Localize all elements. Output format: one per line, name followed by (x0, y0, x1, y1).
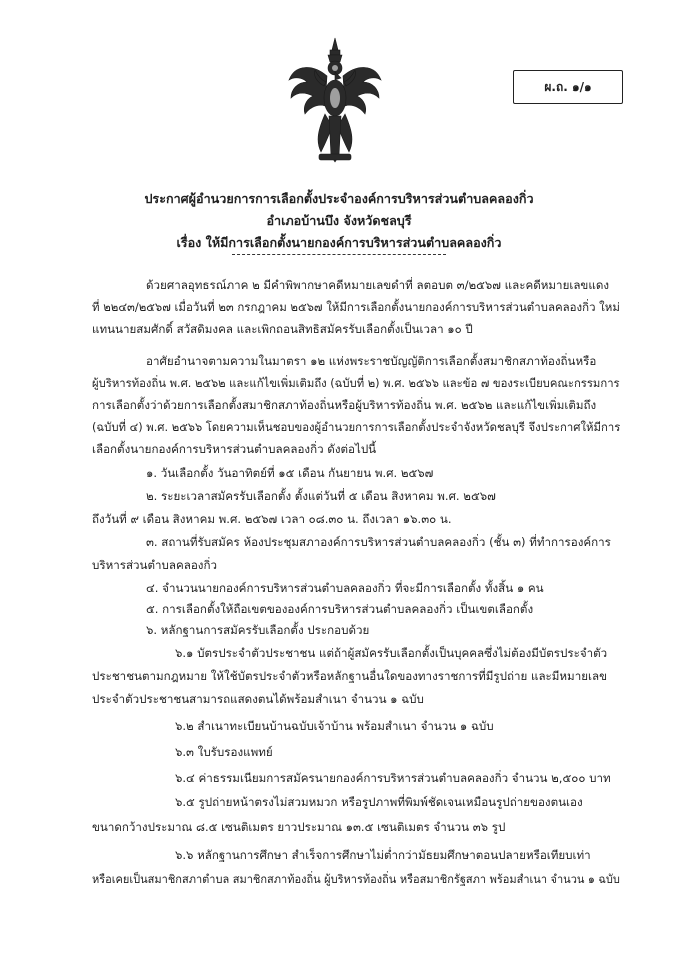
doc-6-4-application-fee: ๖.๔ ค่าธรรมเนียมการสมัครนายกองค์การบริหารส่วนตำบลคลองกิ่ว จำนวน ๒,๕๐๐ บาท (175, 771, 611, 785)
doc-6-5-photographs: ๖.๕ รูปถ่ายหน้าตรงไม่สวมหมวก หรือรูปภาพที่พิมพ์ชัดเจนเหมือนรูปถ่ายของตนเอง (175, 795, 583, 809)
item-1-election-date: ๑. วันเลือกตั้ง วันอาทิตย์ที่ ๑๕ เดือน กันยายน พ.ศ. ๒๕๖๗ (146, 466, 434, 480)
paragraph-1-line-3: แทนนายสมศักดิ์ สวัสดิมงคล และเพิกถอนสิทธิสมัครรับเลือกตั้งเป็นเวลา ๑๐ ปี (92, 322, 473, 336)
doc-6-6-education: ๖.๖ หลักฐานการศึกษา สำเร็จการศึกษาไม่ต่ำกว่ามัธยมศึกษาตอนปลายหรือเทียบเท่า (175, 848, 591, 862)
item-2-application-period: ๒. ระยะเวลาสมัครรับเลือกตั้ง ตั้งแต่วันที่ ๕ เดือน สิงหาคม พ.ศ. ๒๕๖๗ (146, 489, 496, 503)
doc-6-3-medical-certificate: ๖.๓ ใบรับรองแพทย์ (175, 745, 273, 759)
doc-6-6-education-cont: หรือเคยเป็นสมาชิกสภาตำบล สมาชิกสภาท้องถิ่น ผู้บริหารท้องถิ่น หรือสมาชิกรัฐสภา พร้อมสำเนา จำนวน ๑ ฉบับ (92, 872, 620, 886)
item-3-application-place-cont: บริหารส่วนตำบลคลองกิ่ว (92, 558, 217, 572)
doc-6-1-id-card: ๖.๑ บัตรประจำตัวประชาชน แต่ถ้าผู้สมัครรับเลือกตั้งเป็นบุคคลซึ่งไม่ต้องมีบัตรประจำตัว (175, 646, 608, 660)
doc-6-2-house-registration: ๖.๒ สำเนาทะเบียนบ้านฉบับเจ้าบ้าน พร้อมสำเนา จำนวน ๑ ฉบับ (175, 719, 494, 733)
paragraph-2-line-5: เลือกตั้งนายกองค์การบริหารส่วนตำบลคลองกิ่ว ดังต่อไปนี้ (92, 442, 377, 456)
paragraph-2-line-4: (ฉบับที่ ๔) พ.ศ. ๒๕๖๖ โดยความเห็นชอบของผู้อำนวยการการเลือกตั้งประจำจังหวัดชลบุรี จึงประกาศให้มีการ (92, 420, 621, 434)
doc-6-5-photographs-cont: ขนาดกว้างประมาณ ๘.๕ เซนติเมตร ยาวประมาณ ๑๓.๕ เซนติเมตร จำนวน ๓๖ รูป (92, 820, 506, 834)
item-4-number-to-elect: ๔. จำนวนนายกองค์การบริหารส่วนตำบลคลองกิ่ว ที่จะมีการเลือกตั้ง ทั้งสิ้น ๑ คน (146, 581, 544, 595)
district-province: อำเภอบ้านบึง จังหวัดชลบุรี (266, 213, 412, 228)
subject-line: เรื่อง ให้มีการเลือกตั้งนายกองค์การบริหารส่วนตำบลคลองกิ่ว (176, 235, 502, 250)
garuda-emblem-icon (285, 36, 385, 164)
item-5-constituency: ๕. การเลือกตั้งให้ถือเขตขององค์การบริหารส่วนตำบลคลองกิ่ว เป็นเขตเลือกตั้ง (146, 602, 534, 616)
doc-6-1-id-card-cont-2: ประจำตัวประชาชนสามารถแสดงตนได้พร้อมสำเนา จำนวน ๑ ฉบับ (92, 692, 424, 706)
announcement-title: ประกาศผู้อำนวยการการเลือกตั้งประจำองค์การบริหารส่วนตำบลคลองกิ่ว (144, 191, 534, 206)
item-6-required-documents: ๖. หลักฐานการสมัครรับเลือกตั้ง ประกอบด้วย (146, 623, 370, 637)
doc-6-1-id-card-cont-1: ประชาชนตามกฎหมาย ให้ใช้บัตรประจำตัวหรือหลักฐานอื่นใดของทางราชการที่มีรูปถ่าย และมีหมายเลข (92, 669, 607, 683)
paragraph-2-line-2: ผู้บริหารท้องถิ่น พ.ศ. ๒๕๖๒ และแก้ไขเพิ่มเติมถึง (ฉบับที่ ๒) พ.ศ. ๒๕๖๖ และข้อ ๗ ของระเบียบคณะกรรมการ (92, 376, 620, 390)
title-divider (232, 254, 446, 255)
item-3-application-place: ๓. สถานที่รับสมัคร ห้องประชุมสภาองค์การบริหารส่วนตำบลคลองกิ่ว (ชั้น ๓) ที่ทำการองค์การ (146, 535, 611, 549)
paragraph-2-line-3: การเลือกตั้งว่าด้วยการเลือกตั้งสมาชิกสภาท้องถิ่นหรือผู้บริหารท้องถิ่น พ.ศ. ๒๕๖๒ และแก้ไขเพิ่มเติมถึง (92, 398, 597, 412)
paragraph-1-line-1: ด้วยศาลอุทธรณ์ภาค ๒ มีคำพิพากษาคดีหมายเลขดำที่ ลตอบต ๓/๒๕๖๗ และคดีหมายเลขแดง (146, 278, 610, 292)
paragraph-1-line-2: ที่ ๒๒๔๓/๒๕๖๗ เมื่อวันที่ ๒๓ กรกฎาคม ๒๕๖๗ ให้มีการเลือกตั้งนายกองค์การบริหารส่วนตำบลคลองกิ่ว ใหม่ (92, 300, 620, 314)
item-2-application-period-cont: ถึงวันที่ ๙ เดือน สิงหาคม พ.ศ. ๒๕๖๗ เวลา ๐๘.๓๐ น. ถึงเวลา ๑๖.๓๐ น. (92, 512, 452, 526)
document-code-box (513, 70, 623, 104)
document-code: ผ.ถ. ๑/๑ (544, 79, 592, 94)
paragraph-2-line-1: อาศัยอำนาจตามความในมาตรา ๑๒ แห่งพระราชบัญญัติการเลือกตั้งสมาชิกสภาท้องถิ่นหรือ (146, 354, 597, 368)
